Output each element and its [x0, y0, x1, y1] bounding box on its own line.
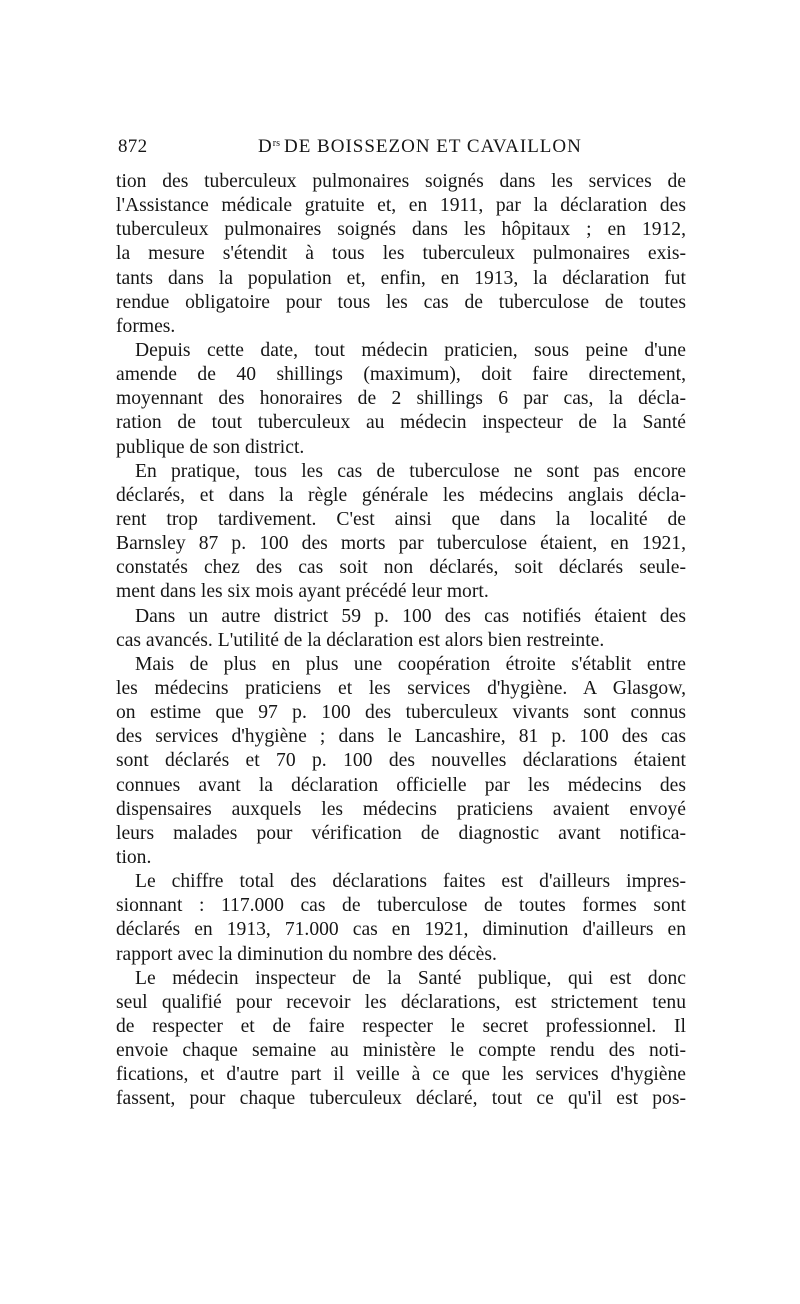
text-line: ment dans les six mois ayant précédé leur mort. [116, 581, 489, 603]
text-line: de respecter et de faire respecter le secret professionnel. Il [116, 1015, 686, 1037]
text-line: tion des tuberculeux pulmonaires soignés dans les services de [116, 171, 686, 192]
paragraph [116, 460, 686, 605]
text-line: connues avant la déclaration officielle par les médecins des [116, 774, 686, 796]
text-line: fassent, pour chaque tuberculeux déclaré, tout ce qu'il est pos- [116, 1088, 686, 1110]
text-line: formes. [116, 315, 176, 337]
running-head-prefix: D [258, 136, 273, 157]
text-line: Barnsley 87 p. 100 des morts par tuberculose étaient, en 1921, [116, 533, 686, 555]
running-head-authors: DE BOISSEZON ET CAVAILLON [283, 136, 582, 157]
text-line: seul qualifié pour recevoir les déclarations, est strictement tenu [116, 991, 686, 1013]
text-line: leurs malades pour vérification de diagnostic avant notifica- [116, 822, 686, 844]
paragraph [116, 170, 686, 339]
page-header [118, 136, 688, 162]
text-line: amende de 40 shillings (maximum), doit faire directement, [116, 364, 686, 386]
text-line: En pratique, tous les cas de tuberculose ne sont pas encore [135, 460, 686, 482]
page-number: 872 [118, 136, 148, 157]
text-line: cas avancés. L'utilité de la déclaration est alors bien restreinte. [116, 629, 605, 651]
text-line: on estime que 97 p. 100 des tuberculeux vivants sont connus [116, 702, 686, 724]
running-head-superscript: rs [272, 138, 280, 149]
text-line: sionnant : 117.000 cas de tuberculose de toutes formes sont [116, 895, 686, 917]
text-line: rapport avec la diminution du nombre des décès. [116, 943, 497, 965]
text-line: Dans un autre district 59 p. 100 des cas notifiés étaient des [135, 605, 686, 627]
text-line: Mais de plus en plus une coopération étroite s'établit entre [135, 653, 686, 675]
text-line: tuberculeux pulmonaires soignés dans les hôpitaux ; en 1912, [116, 219, 686, 241]
paragraph [116, 605, 686, 653]
text-line: des services d'hygiène ; dans le Lancashire, 81 p. 100 des cas [116, 726, 686, 748]
paragraph [116, 339, 686, 460]
body-text [116, 170, 686, 1111]
text-line: envoie chaque semaine au ministère le compte rendu des noti- [116, 1040, 686, 1062]
paragraph [116, 967, 686, 1112]
text-line: l'Assistance médicale gratuite et, en 1911, par la déclaration des [116, 195, 686, 217]
text-line: rendue obligatoire pour tous les cas de tuberculose de toutes [116, 291, 686, 313]
text-line: tion. [116, 846, 152, 868]
text-line: constatés chez des cas soit non déclarés, soit déclarés seule- [116, 557, 686, 579]
running-head [258, 136, 582, 158]
text-line: ration de tout tuberculeux au médecin inspecteur de la Santé [116, 412, 686, 434]
text-line: déclarés, et dans la règle générale les médecins anglais décla- [116, 484, 686, 506]
text-line: dispensaires auxquels les médecins praticiens avaient envoyé [116, 798, 686, 820]
text-line: moyennant des honoraires de 2 shillings 6 par cas, la décla- [116, 388, 686, 410]
text-line: rent trop tardivement. C'est ainsi que dans la localité de [116, 508, 686, 530]
text-line: Le médecin inspecteur de la Santé publique, qui est donc [135, 967, 686, 989]
text-line: Le chiffre total des déclarations faites est d'ailleurs impres- [135, 871, 686, 893]
paragraph [116, 870, 686, 967]
text-line: sont déclarés et 70 p. 100 des nouvelles déclarations étaient [116, 750, 686, 772]
text-line: publique de son district. [116, 436, 305, 458]
text-line: les médecins praticiens et les services d'hygiène. A Glasgow, [116, 677, 686, 699]
paragraph [116, 653, 686, 870]
text-line: déclarés en 1913, 71.000 cas en 1921, diminution d'ailleurs en [116, 919, 686, 941]
text-line: la mesure s'étendit à tous les tuberculeux pulmonaires exis- [116, 243, 686, 265]
text-line: Depuis cette date, tout médecin praticien, sous peine d'une [135, 339, 686, 361]
text-line: tants dans la population et, enfin, en 1913, la déclaration fut [116, 267, 686, 289]
text-line: fications, et d'autre part il veille à ce que les services d'hygiène [116, 1064, 686, 1086]
